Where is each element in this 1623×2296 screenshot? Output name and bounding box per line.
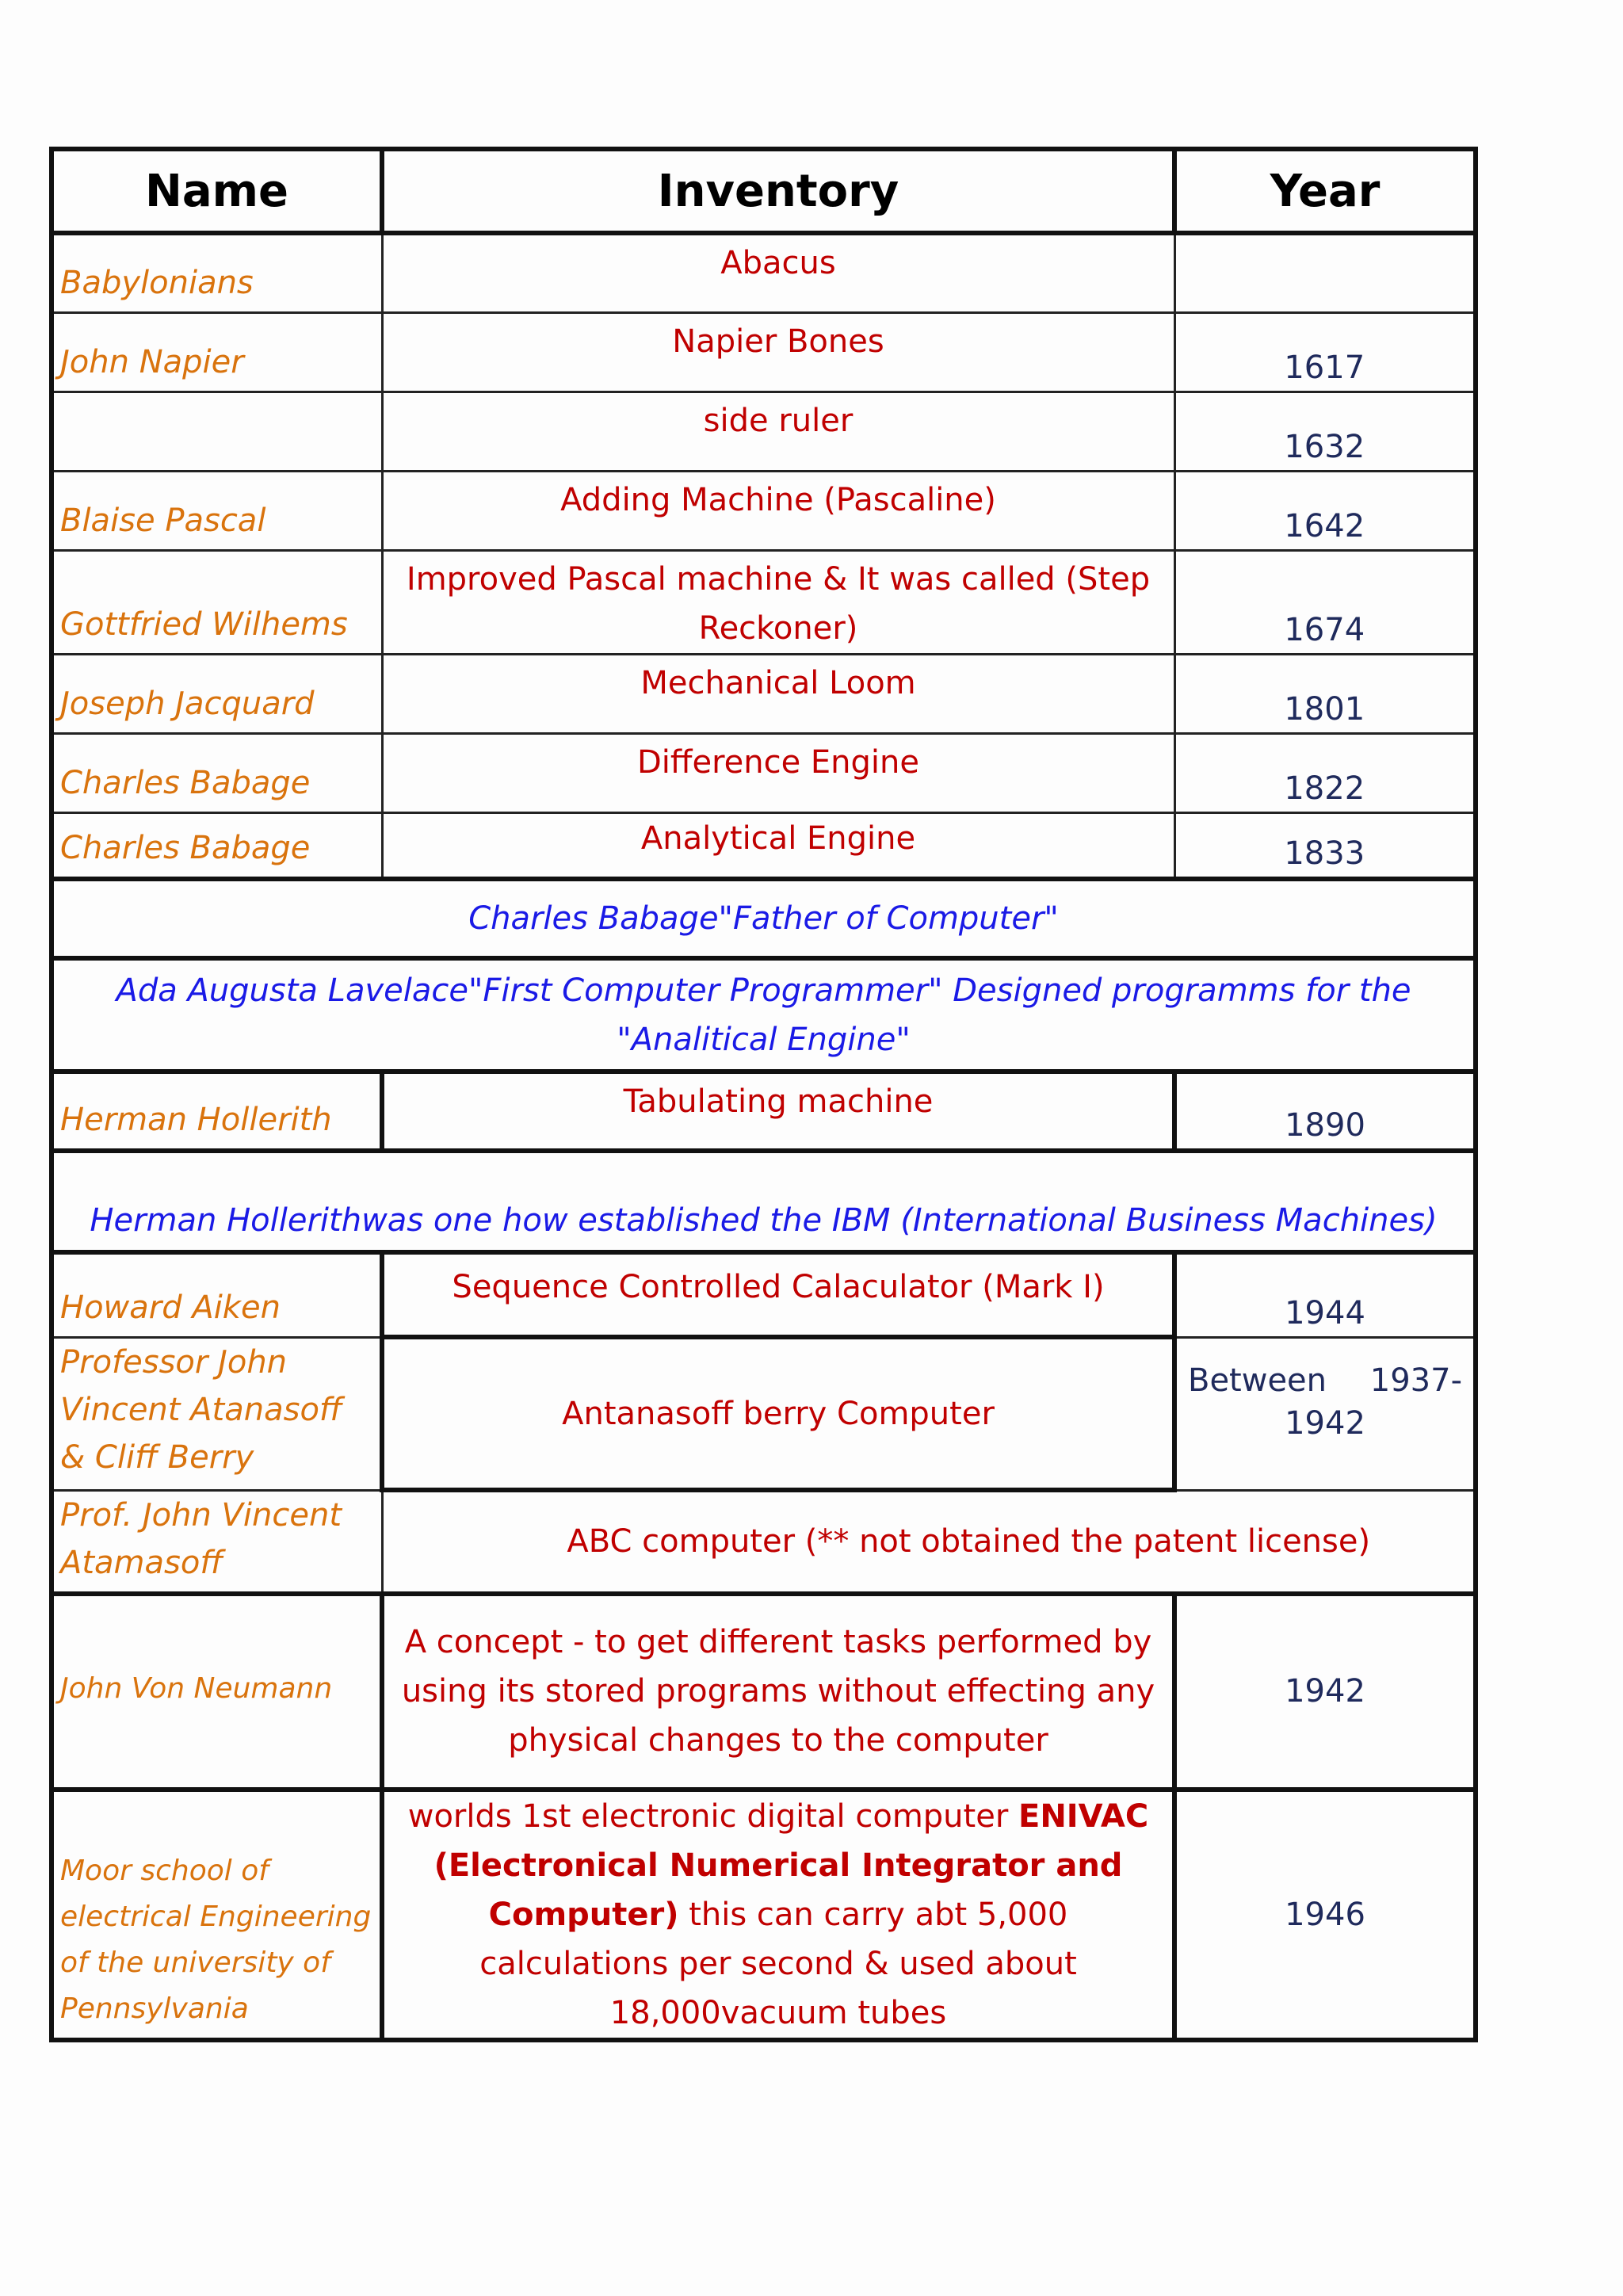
table-row	[52, 733, 1476, 812]
eniac-text-pre: worlds 1st electronic digital computer	[407, 1797, 1018, 1835]
year-cell	[1174, 1337, 1476, 1490]
inventory-cell: Napier Bones	[382, 312, 1174, 392]
name-cell: Joseph Jacquard	[52, 654, 382, 733]
table-row	[52, 1072, 1476, 1151]
year-range-end: 1942	[1285, 1404, 1365, 1442]
inventory-cell: Improved Pascal machine & It was called (Step Reckoner)	[382, 550, 1174, 654]
name-cell: Herman Hollerith	[52, 1072, 382, 1151]
table-row	[52, 312, 1476, 392]
year-cell: 1890	[1174, 1072, 1476, 1151]
inventory-cell: Mechanical Loom	[382, 654, 1174, 733]
header-year: Year	[1174, 149, 1476, 233]
name-cell: John Napier	[52, 312, 382, 392]
name-cell: Charles Babage	[52, 812, 382, 879]
inventory-cell: Analytical Engine	[382, 812, 1174, 879]
table-row	[52, 471, 1476, 550]
name-cell: Moor school of electrical Engineering of the university of Pennsylvania	[52, 1790, 382, 2040]
year-between-word: Between	[1188, 1362, 1327, 1399]
year-range-line	[1177, 1362, 1473, 1399]
note-row	[52, 879, 1476, 958]
name-cell: Charles Babage	[52, 733, 382, 812]
year-cell: 1801	[1174, 654, 1476, 733]
year-cell: 1946	[1174, 1790, 1476, 2040]
name-cell: Gottfried Wilhems	[52, 550, 382, 654]
inventory-cell: side ruler	[382, 392, 1174, 471]
table-row	[52, 654, 1476, 733]
babbage-note: Charles Babage"Father of Computer"	[52, 879, 1476, 958]
header-inventory: Inventory	[382, 149, 1174, 233]
inventory-cell: Tabulating machine	[382, 1072, 1174, 1151]
ada-note: Ada Augusta Lavelace"First Computer Programmer" Designed programms for the "Analitical Engine"	[52, 958, 1476, 1072]
inventory-cell: Sequence Controlled Calaculator (Mark I)	[382, 1252, 1174, 1337]
year-cell: 1822	[1174, 733, 1476, 812]
table-row	[52, 1490, 1476, 1594]
note-row	[52, 958, 1476, 1072]
name-cell: Blaise Pascal	[52, 471, 382, 550]
inventions-table	[49, 147, 1478, 2042]
inventory-cell: Abacus	[382, 233, 1174, 312]
year-cell: 1617	[1174, 312, 1476, 392]
year-cell	[1174, 233, 1476, 312]
name-cell: John Von Neumann	[52, 1594, 382, 1790]
header-name: Name	[52, 149, 382, 233]
eniac-text-post: this can carry abt 5,000 calculations per second & used about 18,000vacuum tubes	[479, 1896, 1077, 2031]
year-cell: 1833	[1174, 812, 1476, 879]
year-cell: 1674	[1174, 550, 1476, 654]
year-cell: 1632	[1174, 392, 1476, 471]
name-cell: Professor John Vincent Atanasoff & Cliff Berry	[52, 1337, 382, 1490]
inventory-cell: ABC computer (** not obtained the patent license)	[382, 1490, 1476, 1594]
year-range-start: 1937-	[1369, 1362, 1462, 1399]
note-row	[52, 1151, 1476, 1252]
name-cell: Babylonians	[52, 233, 382, 312]
inventory-cell: Adding Machine (Pascaline)	[382, 471, 1174, 550]
table-row	[52, 1337, 1476, 1490]
table-row	[52, 550, 1476, 654]
year-cell: 1942	[1174, 1594, 1476, 1790]
table-row	[52, 1594, 1476, 1790]
inventory-cell: A concept - to get different tasks performed by using its stored programs without effecting any physical changes to the computer	[382, 1594, 1174, 1790]
year-cell: 1944	[1174, 1252, 1476, 1337]
table-row	[52, 392, 1476, 471]
table-row	[52, 1252, 1476, 1337]
inventory-cell	[382, 1790, 1174, 2040]
name-cell: Howard Aiken	[52, 1252, 382, 1337]
ibm-note: Herman Hollerithwas one how established the IBM (International Business Machines)	[52, 1151, 1476, 1252]
table-row	[52, 812, 1476, 879]
eniac-text-bold: ENIVAC (Electronical Numerical Integrator and Computer)	[433, 1797, 1149, 1933]
table-row	[52, 233, 1476, 312]
table-row	[52, 1790, 1476, 2040]
header-row	[52, 149, 1476, 233]
name-cell: Prof. John Vincent Atamasoff	[52, 1490, 382, 1594]
inventory-cell: Antanasoff berry Computer	[382, 1337, 1174, 1490]
name-cell	[52, 392, 382, 471]
year-cell: 1642	[1174, 471, 1476, 550]
inventory-cell: Difference Engine	[382, 733, 1174, 812]
